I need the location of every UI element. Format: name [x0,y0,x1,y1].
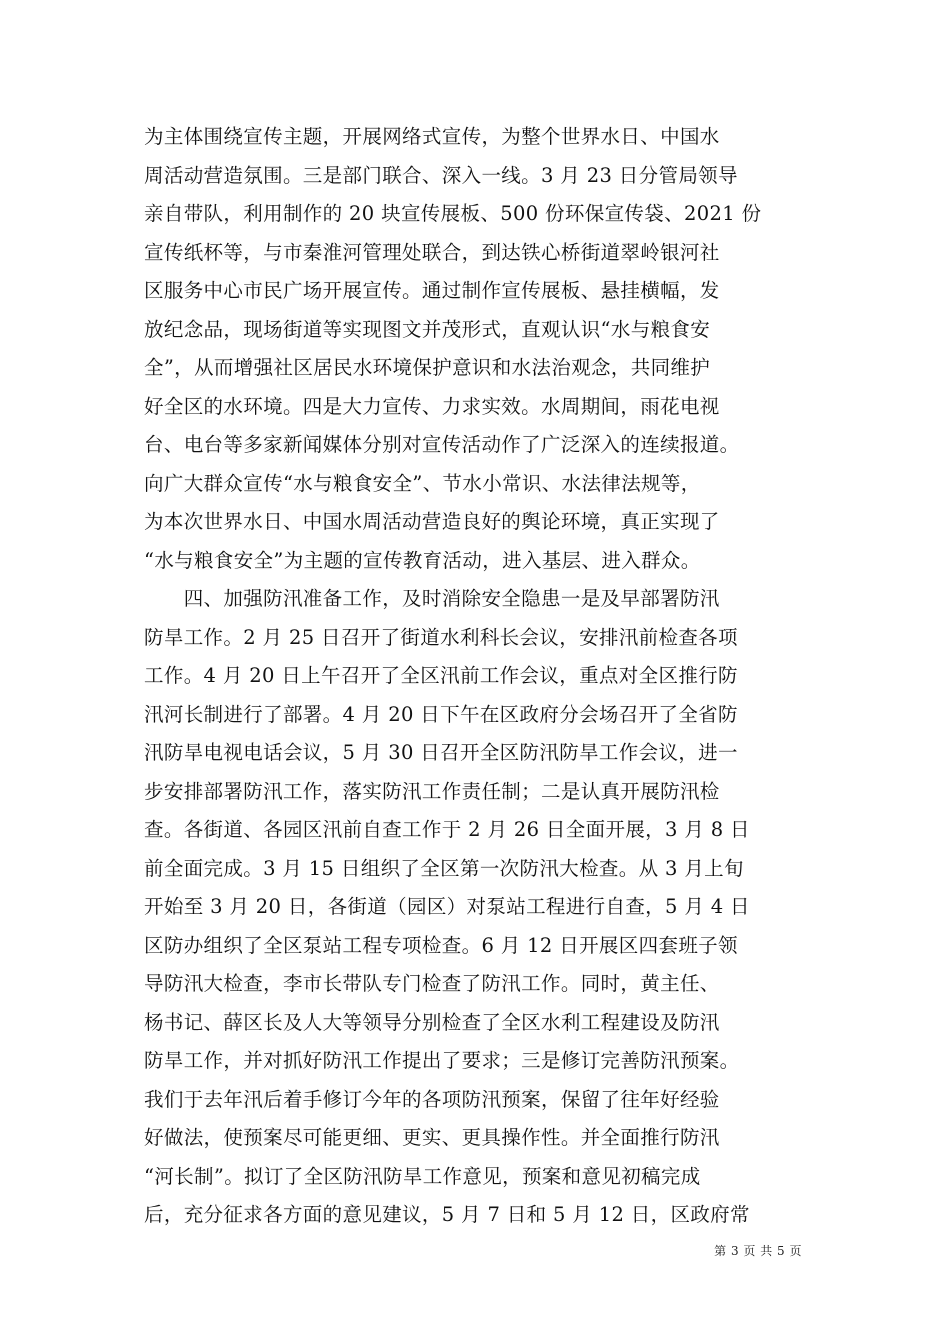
text-line: “河长制”。拟订了全区防汛防旱工作意见，预案和意见初稿完成 [144,1164,701,1188]
text-line: 周活动营造氛围。三是部门联合、深入一线。3 月 23 日分管局领导 [144,163,738,187]
text-line: 台、电台等多家新闻媒体分别对宣传活动作了广泛深入的连续报道。 [144,433,740,456]
text-line: 亲自带队，利用制作的 20 块宣传展板、500 份环保宣传袋、2021 份 [144,202,762,225]
text-line: 查。各街道、各园区汛前自查工作于 2 月 26 日全面开展，3 月 8 日 [144,818,750,841]
text-line: 前全面完成。3 月 15 日组织了全区第一次防汛大检查。从 3 月上旬 [144,856,744,880]
text-line: 汛防旱电视电话会议，5 月 30 日召开全区防汛防旱工作会议，进一 [144,741,738,764]
text-line: 防旱工作，并对抓好防汛工作提出了要求；三是修订完善防汛预案。 [144,1049,740,1072]
text-line: 区服务中心市民广场开展宣传。通过制作宣传展板、悬挂横幅，发 [144,279,720,302]
text-line: 我们于去年汛后着手修订今年的各项防汛预案，保留了往年好经验 [144,1087,720,1111]
text-line: 工作。4 月 20 日上午召开了全区汛前工作会议，重点对全区推行防 [144,664,738,687]
body-text [144,118,809,1235]
page-number: 第 3 页 共 5 页 [714,1244,802,1258]
text-line: 好做法，使预案尽可能更细、更实、更具操作性。并全面推行防汛 [144,1126,720,1149]
text-line: 放纪念品，现场街道等实现图文并茂形式，直观认识“水与粮食安 [144,317,711,341]
text-line: 步安排部署防汛工作，落实防汛工作责任制；二是认真开展防汛检 [144,779,720,803]
text-line: 四、加强防汛准备工作，及时消除安全隐患一是及早部署防汛 [144,587,720,610]
text-line: 防旱工作。2 月 25 日召开了街道水利科长会议，安排汛前检查各项 [144,625,738,649]
text-line: 向广大群众宣传“水与粮食安全”、节水小常识、水法律法规等， [144,471,701,495]
text-line: 全”，从而增强社区居民水环境保护意识和水法治观念，共同维护 [144,356,711,379]
text-line: 好全区的水环境。四是大力宣传、力求实效。水周期间，雨花电视 [144,394,720,418]
text-line: “水与粮食安全”为主题的宣传教育活动，进入基层、进入群众。 [144,548,701,572]
text-line: 杨书记、薛区长及人大等领导分别检查了全区水利工程建设及防汛 [144,1010,720,1034]
text-line: 为主体围绕宣传主题，开展网络式宣传，为整个世界水日、中国水 [144,125,720,148]
text-line: 导防汛大检查，李市长带队专门检查了防汛工作。同时，黄主任、 [144,972,720,995]
text-line: 开始至 3 月 20 日，各街道（园区）对泵站工程进行自查，5 月 4 日 [144,895,750,918]
text-line: 后，充分征求各方面的意见建议，5 月 7 日和 5 月 12 日，区政府常 [144,1203,750,1226]
text-line: 为本次世界水日、中国水周活动营造良好的舆论环境，真正实现了 [144,510,720,533]
text-line: 宣传纸杯等，与市秦淮河管理处联合，到达铁心桥街道翠岭银河社 [144,240,720,264]
text-line: 区防办组织了全区泵站工程专项检查。6 月 12 日开展区四套班子领 [144,933,738,957]
text-line: 汛河长制进行了部署。4 月 20 日下午在区政府分会场召开了全省防 [144,702,738,726]
